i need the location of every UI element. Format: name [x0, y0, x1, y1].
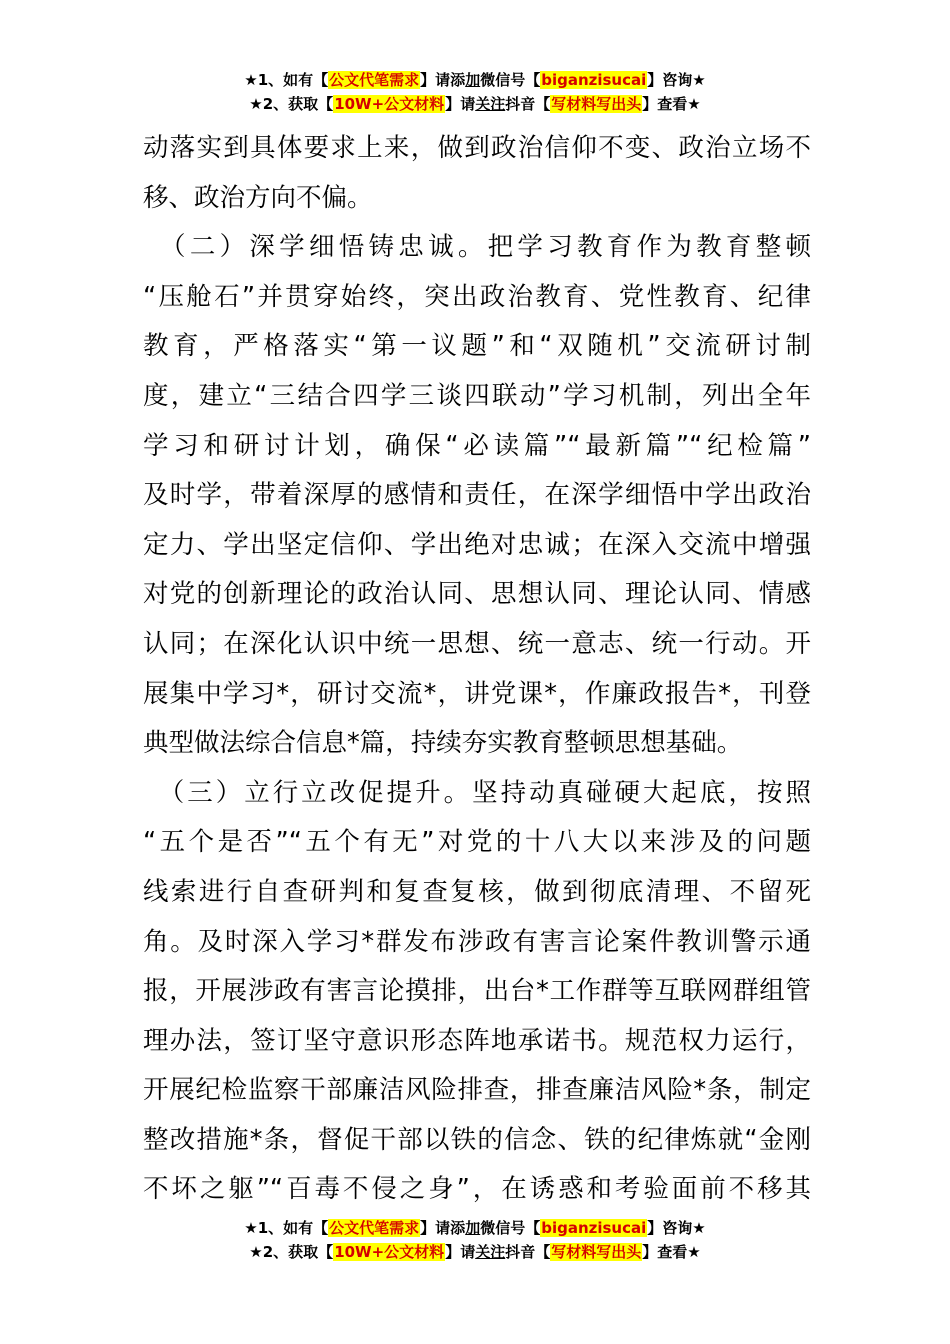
banner-highlight: 10W+公文材料	[334, 95, 445, 113]
body-line: 线索进行自查研判和复查复核，做到彻底清理、不留死	[143, 876, 811, 907]
header-banner	[0, 68, 950, 116]
banner-line-1	[0, 1216, 950, 1240]
banner-text: 微信号【	[480, 71, 541, 89]
footer-banner	[0, 1216, 950, 1264]
document-body	[143, 124, 811, 1215]
body-line: 度，建立“三结合四学三谈四联动”学习机制，列出全年	[143, 380, 811, 411]
banner-text: 】请添	[420, 71, 466, 89]
banner-highlight: 公文代笔需求	[329, 1219, 420, 1237]
banner-text: ★2、获取【	[249, 1243, 334, 1261]
banner-text: 】请	[445, 1243, 476, 1261]
banner-highlight: biganzisucai	[541, 1219, 647, 1237]
banner-line-2	[0, 92, 950, 116]
banner-text: 微信号【	[480, 1219, 541, 1237]
body-line: 展集中学习*，研讨交流*，讲党课*，作廉政报告*，刊登	[143, 678, 811, 709]
banner-underline-text: 加	[465, 71, 481, 89]
banner-text: 】查看★	[642, 95, 701, 113]
body-line: 教育，严格落实“第一议题”和“双随机”交流研讨制	[143, 331, 811, 362]
body-line: （二）深学细悟铸忠诚。把学习教育作为教育整顿	[143, 232, 811, 263]
body-line: 典型做法综合信息*篇，持续夯实教育整顿思想基础。	[143, 728, 743, 759]
banner-underline-text: 加	[465, 1219, 481, 1237]
banner-text: 】请	[445, 95, 476, 113]
banner-text: ★2、获取【	[249, 95, 334, 113]
banner-underline-text: 关注	[475, 95, 506, 113]
banner-highlight: 写材料写出头	[551, 1243, 642, 1261]
banner-highlight: biganzisucai	[541, 71, 647, 89]
body-line: （三）立行立改促提升。坚持动真碰硬大起底，按照	[143, 777, 811, 808]
body-line: 对党的创新理论的政治认同、思想认同、理论认同、情感	[143, 579, 811, 610]
banner-underline-text: 关注	[475, 1243, 506, 1261]
body-line: 开展纪检监察干部廉洁风险排查，排查廉洁风险*条，制定	[143, 1075, 811, 1106]
banner-text: 】咨询★	[647, 71, 706, 89]
banner-text: 】咨询★	[647, 1219, 706, 1237]
body-line: 理办法，签订坚守意识形态阵地承诺书。规范权力运行，	[143, 1025, 811, 1056]
banner-highlight: 公文代笔需求	[329, 71, 420, 89]
body-line: 整改措施*条，督促干部以铁的信念、铁的纪律炼就“金刚	[143, 1124, 811, 1155]
banner-text: ★1、如有【	[244, 1219, 329, 1237]
banner-text: 抖音【	[505, 95, 551, 113]
banner-text: 抖音【	[505, 1243, 551, 1261]
banner-line-2	[0, 1240, 950, 1264]
banner-highlight: 写材料写出头	[551, 95, 642, 113]
body-line: 不坏之躯”“百毒不侵之身”，在诱惑和考验面前不移其	[143, 1174, 811, 1205]
body-line: 报，开展涉政有害言论摸排，出台*工作群等互联网群组管	[143, 976, 811, 1007]
body-line: “五个是否”“五个有无”对党的十八大以来涉及的问题	[143, 827, 811, 858]
body-line: 动落实到具体要求上来，做到政治信仰不变、政治立场不	[143, 133, 811, 163]
body-line: “压舱石”并贯穿始终，突出政治教育、党性教育、纪律	[143, 281, 811, 312]
body-line: 学习和研讨计划，确保“必读篇”“最新篇”“纪检篇”	[143, 430, 811, 461]
banner-highlight: 10W+公文材料	[334, 1243, 445, 1261]
body-line: 认同；在深化认识中统一思想、统一意志、统一行动。开	[143, 628, 811, 659]
banner-text: 】查看★	[642, 1243, 701, 1261]
body-line: 及时学，带着深厚的感情和责任，在深学细悟中学出政治	[143, 480, 811, 511]
body-line: 移、政治方向不偏。	[143, 182, 373, 213]
body-line: 角。及时深入学习*群发布涉政有害言论案件教训警示通	[143, 926, 811, 957]
banner-line-1	[0, 68, 950, 92]
banner-text: 】请添	[420, 1219, 466, 1237]
body-line: 定力、学出坚定信仰、学出绝对忠诚；在深入交流中增强	[143, 529, 811, 560]
banner-text: ★1、如有【	[244, 71, 329, 89]
